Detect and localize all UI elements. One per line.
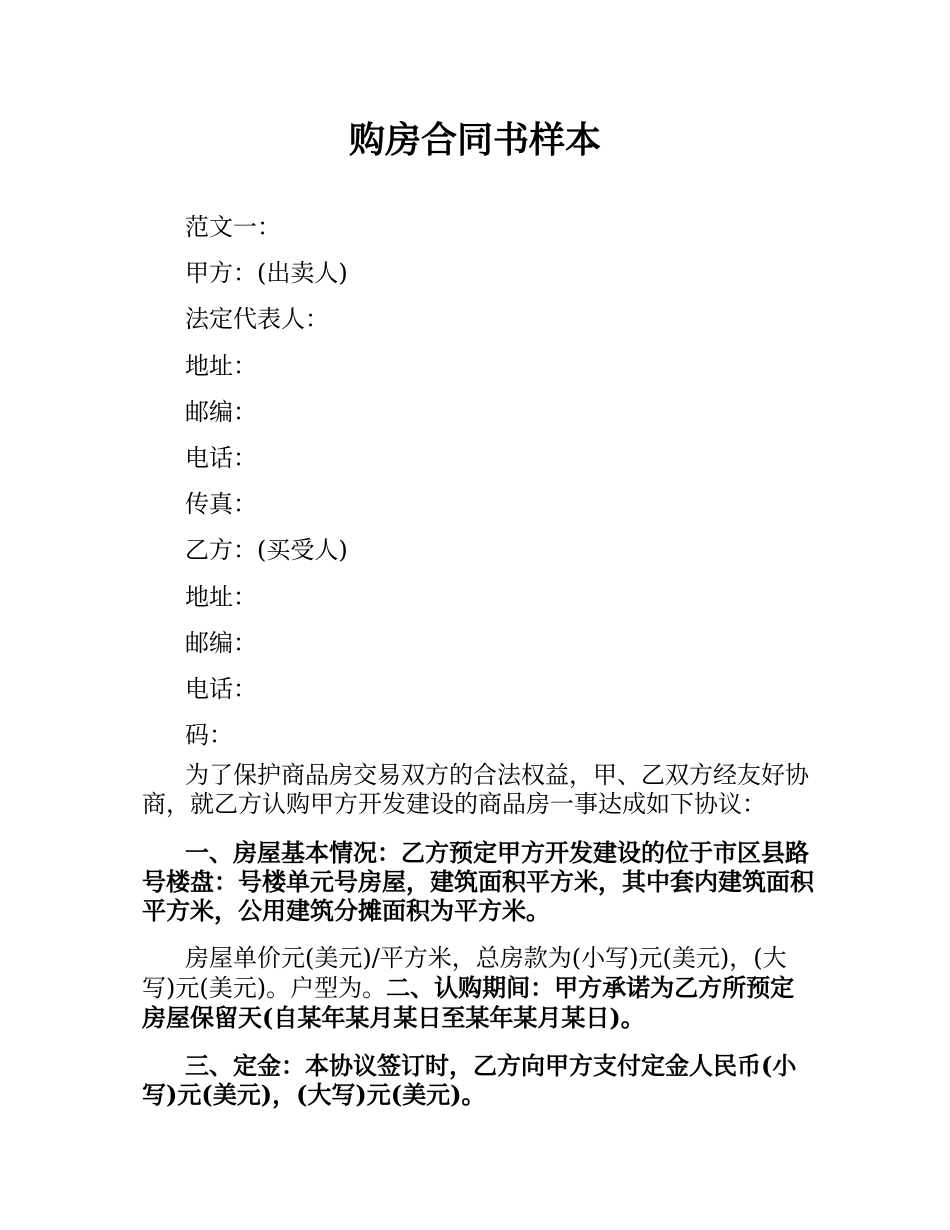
section-subscription-period: 二、认购期间：甲方承诺为乙方所预定房屋保留天(自某年某月某日至某年某月某日)。 [142, 973, 795, 1032]
field-party-a: 甲方：(出卖人) [185, 259, 348, 288]
section-house-info: 一、房屋基本情况：乙方预定甲方开发建设的位于市区县路号楼盘：号楼单元号房屋，建筑面积平方米，其中套内建筑面积平方米，公用建筑分摊面积为平方米。 [142, 838, 814, 925]
field-party-b: 乙方：(买受人) [185, 536, 348, 565]
field-party-a-fax: 传真： [185, 490, 257, 519]
party-info-list [185, 204, 348, 758]
field-party-b-postcode: 邮编： [185, 628, 257, 657]
price-text: 房屋单价元(美元)/平方米，总房款为(小写)元(美元)，(大写)元(美元)。户型为。 [142, 944, 787, 1002]
intro-paragraph: 为了保护商品房交易双方的合法权益，甲、乙双方经友好协商，就乙方认购甲方开发建设的商品房一事达成如下协议： [142, 761, 809, 818]
field-party-a-address: 地址： [185, 351, 257, 380]
section-deposit: 三、定金：本协议签订时，乙方向甲方支付定金人民币(小写)元(美元)，(大写)元(美元)。 [142, 1051, 797, 1109]
field-party-b-code: 码： [185, 721, 233, 750]
price-paragraph [142, 944, 814, 1033]
field-party-a-phone: 电话： [185, 443, 257, 472]
field-party-b-address: 地址： [185, 582, 257, 611]
field-party-a-postcode: 邮编： [185, 397, 257, 426]
field-legal-representative: 法定代表人： [185, 305, 329, 334]
field-sample-label: 范文一： [185, 213, 281, 241]
document-title: 购房合同书样本 [348, 120, 601, 161]
field-party-b-phone: 电话： [185, 674, 257, 703]
